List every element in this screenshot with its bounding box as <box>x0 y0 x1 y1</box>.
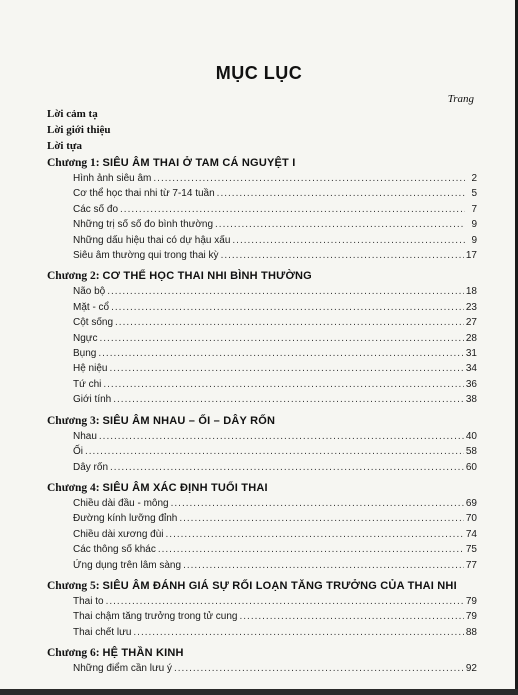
toc-entry-label: Cột sống <box>73 317 114 329</box>
toc-entry <box>73 202 477 217</box>
page-column-label: Trang <box>447 93 474 105</box>
toc-entry <box>73 284 477 299</box>
dot-leader <box>103 377 464 392</box>
chapter-entries <box>73 429 477 475</box>
toc-entry <box>73 346 477 361</box>
toc-entry-page: 7 <box>471 203 477 215</box>
dot-leader <box>217 186 465 201</box>
toc-entry-label: Ứng dụng trên lâm sàng <box>73 559 182 571</box>
chapter-title: CƠ THỂ HỌC THAI NHI BÌNH THƯỜNG <box>102 270 312 283</box>
toc-entry-page: 75 <box>465 544 477 556</box>
toc-entry-label: Hệ niệu <box>73 363 108 375</box>
dot-leader <box>239 609 463 624</box>
toc-entry-page: 36 <box>465 378 477 390</box>
toc-entry-label: Các thông số khác <box>73 544 156 556</box>
dot-leader <box>158 542 464 557</box>
dot-leader <box>133 625 463 640</box>
toc-entry-page: 92 <box>465 663 477 675</box>
dot-leader <box>153 171 465 186</box>
chapter-label: Chương 1: <box>47 157 100 169</box>
toc-entry-label: Giới tính <box>73 394 112 406</box>
chapter-label: Chương 2: <box>47 270 100 283</box>
toc-entry-page: 28 <box>465 332 477 344</box>
chapter-block <box>47 480 477 573</box>
toc-entry <box>73 392 477 407</box>
toc-entry-label: Ối <box>73 446 83 458</box>
toc-entry-label: Đường kính lưỡng đỉnh <box>73 513 178 525</box>
chapter-title: SIÊU ÂM NHAU – ỐI – DÂY RỐN <box>102 414 276 427</box>
toc-entry-page: 9 <box>471 234 477 246</box>
toc-entry-page: 17 <box>465 250 477 262</box>
toc-entry-label: Thai chết lưu <box>73 626 132 638</box>
dot-leader <box>115 315 464 330</box>
dot-leader <box>166 527 464 542</box>
toc-entry-label: Tứ chi <box>73 378 102 390</box>
dot-leader <box>113 392 464 407</box>
toc-entry <box>73 625 477 640</box>
dot-leader <box>120 202 465 217</box>
toc-entry-label: Siêu âm thường qui trong thai kỳ <box>73 250 219 262</box>
chapter-label: Chương 3: <box>47 414 100 427</box>
toc-entry <box>73 594 477 609</box>
toc-entry-label: Những trị số số đo bình thường <box>73 219 214 231</box>
chapter-heading <box>47 645 477 661</box>
toc-entry-label: Những điểm cần lưu ý <box>73 663 172 675</box>
dot-leader <box>107 284 464 299</box>
toc-entry <box>73 377 477 392</box>
toc-entry <box>73 331 477 346</box>
toc-entry-page: 5 <box>471 188 477 200</box>
intro-section <box>47 106 111 154</box>
toc-entry-label: Những dấu hiệu thai có dự hậu xấu <box>73 234 231 246</box>
chapter-block <box>47 155 477 263</box>
toc-entry-label: Nhau <box>73 430 97 442</box>
chapter-heading <box>47 578 477 594</box>
chapter-label: Chương 6: <box>47 647 100 660</box>
toc-entry <box>73 171 477 186</box>
toc-entry-label: Cơ thể học thai nhi từ 7-14 tuần <box>73 188 215 200</box>
dot-leader <box>99 331 463 346</box>
toc-entry <box>73 315 477 330</box>
chapter-label: Chương 5: <box>47 579 100 592</box>
toc-entry-page: 77 <box>465 559 477 571</box>
toc-entry-page: 40 <box>465 430 477 442</box>
page-title: MỤC LỤC <box>215 63 303 83</box>
chapter-entries <box>73 594 477 640</box>
toc-entry-page: 58 <box>465 446 477 458</box>
toc-entry <box>73 496 477 511</box>
toc-entry-label: Chiều dài đầu - mông <box>73 497 169 509</box>
dot-leader <box>179 511 464 526</box>
toc-entry-page: 34 <box>465 363 477 375</box>
toc-entry-page: 69 <box>465 497 477 509</box>
chapter-block <box>47 645 477 676</box>
dot-leader <box>110 460 464 475</box>
scan-edge-bottom <box>0 689 518 695</box>
dot-leader <box>221 248 464 263</box>
toc-entry-label: Thai to <box>73 595 104 607</box>
dot-leader <box>85 444 464 459</box>
toc-entry-page: 2 <box>471 173 477 184</box>
toc-entry <box>73 609 477 624</box>
chapter-heading <box>47 480 477 496</box>
toc-entry-page: 70 <box>465 513 477 525</box>
dot-leader <box>232 233 465 248</box>
toc-entry <box>73 217 477 232</box>
toc-entry-page: 74 <box>465 528 477 540</box>
dot-leader <box>99 429 464 444</box>
toc-entry <box>73 511 477 526</box>
toc-entry-label: Ngực <box>73 332 98 344</box>
toc-entry <box>73 558 477 573</box>
table-of-contents <box>47 151 477 682</box>
chapter-title: HỆ THẦN KINH <box>102 647 184 660</box>
dot-leader <box>111 300 464 315</box>
toc-entry-page: 9 <box>471 219 477 231</box>
chapter-entries <box>73 496 477 573</box>
chapter-title: SIÊU ÂM THAI Ở TAM CÁ NGUYỆT I <box>102 157 296 169</box>
intro-acknowledgements: Lời cảm tạ <box>47 108 98 120</box>
chapter-entries <box>73 661 477 676</box>
dot-leader <box>215 217 465 232</box>
dot-leader <box>174 661 464 676</box>
toc-entry-page: 27 <box>465 317 477 329</box>
dot-leader <box>106 594 464 609</box>
toc-entry-page: 38 <box>465 394 477 406</box>
intro-preface: Lời tựa <box>47 140 82 152</box>
toc-entry-page: 18 <box>465 286 477 298</box>
dot-leader <box>109 361 463 376</box>
toc-entry <box>73 429 477 444</box>
toc-entry <box>73 444 477 459</box>
toc-entry <box>73 361 477 376</box>
toc-entry <box>73 300 477 315</box>
toc-entry <box>73 661 477 676</box>
toc-entry <box>73 186 477 201</box>
dot-leader <box>171 496 464 511</box>
toc-entry <box>73 233 477 248</box>
chapter-title: SIÊU ÂM XÁC ĐỊNH TUỔI THAI <box>102 481 268 494</box>
toc-entry-page: 23 <box>465 301 477 313</box>
toc-entry <box>73 248 477 263</box>
toc-entry-label: Chiều dài xương đùi <box>73 528 164 540</box>
toc-entry-page: 31 <box>465 348 477 360</box>
toc-entry <box>73 527 477 542</box>
dot-leader <box>98 346 464 361</box>
toc-entry-label: Dây rốn <box>73 461 109 473</box>
chapter-block <box>47 268 477 407</box>
chapter-title: SIÊU ÂM ĐÁNH GIÁ SỰ RỐI LOẠN TĂNG TRƯỞNG CỦA THAI NHI <box>102 579 457 592</box>
toc-entry-label: Các số đo <box>73 203 119 215</box>
chapter-heading <box>47 155 477 171</box>
intro-introduction: Lời giới thiệu <box>47 124 111 136</box>
toc-entry-label: Não bộ <box>73 286 106 298</box>
toc-entry-page: 88 <box>465 626 477 638</box>
toc-entry-label: Mặt - cổ <box>73 301 110 313</box>
toc-entry-label: Bụng <box>73 348 97 360</box>
toc-entry-page: 79 <box>465 595 477 607</box>
chapter-heading <box>47 413 477 429</box>
toc-entry <box>73 542 477 557</box>
chapter-label: Chương 4: <box>47 481 100 494</box>
toc-entry-label: Thai chậm tăng trưởng trong tử cung <box>73 611 238 623</box>
chapter-entries <box>73 284 477 407</box>
chapter-block <box>47 578 477 640</box>
toc-entry <box>73 460 477 475</box>
chapter-block <box>47 413 477 475</box>
chapter-heading <box>47 268 477 284</box>
toc-entry-label: Hình ảnh siêu âm <box>73 173 152 184</box>
chapter-entries <box>73 171 477 263</box>
toc-entry-page: 79 <box>465 611 477 623</box>
dot-leader <box>183 558 464 573</box>
toc-entry-page: 60 <box>465 461 477 473</box>
